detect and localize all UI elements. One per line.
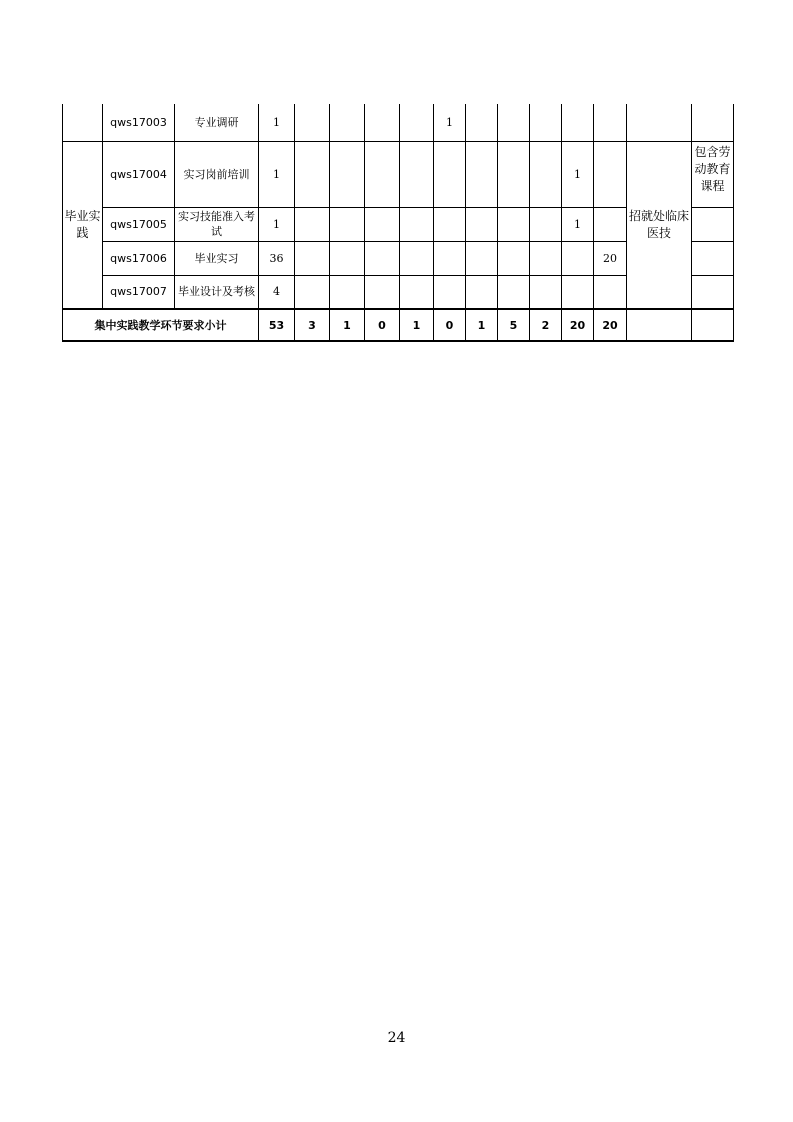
- semester-cell: [434, 275, 466, 309]
- course-name: 实习技能准入考试: [175, 207, 259, 241]
- semester-cell: [466, 241, 498, 275]
- note-cell: [692, 275, 734, 309]
- semester-cell: [562, 104, 594, 141]
- subtotal-label: 集中实践教学环节要求小计: [63, 309, 259, 341]
- semester-cell: [295, 275, 330, 309]
- semester-cell: [330, 104, 365, 141]
- semester-cell: [530, 241, 562, 275]
- total-weeks: 4: [259, 275, 295, 309]
- subtotal-note: [692, 309, 734, 341]
- semester-cell: [295, 104, 330, 141]
- subtotal-cell: 0: [365, 309, 400, 341]
- semester-cell: [434, 241, 466, 275]
- subtotal-cell: 20: [562, 309, 594, 341]
- semester-cell: [330, 241, 365, 275]
- semester-cell: [562, 275, 594, 309]
- semester-cell: [466, 275, 498, 309]
- course-name: 毕业设计及考核: [175, 275, 259, 309]
- subtotal-cell: 2: [530, 309, 562, 341]
- course-code: qws17006: [103, 241, 175, 275]
- subtotal-cell: 1: [466, 309, 498, 341]
- subtotal-dept: [627, 309, 692, 341]
- semester-cell: [530, 207, 562, 241]
- subtotal-cell: 0: [434, 309, 466, 341]
- semester-cell: [365, 241, 400, 275]
- semester-cell: [434, 141, 466, 207]
- semester-cell: [594, 207, 627, 241]
- course-code: qws17007: [103, 275, 175, 309]
- semester-cell: [498, 104, 530, 141]
- total-weeks: 36: [259, 241, 295, 275]
- semester-cell: 1: [562, 141, 594, 207]
- group-cell: 毕业实践: [63, 141, 103, 309]
- semester-cell: [498, 141, 530, 207]
- total-weeks: 1: [259, 207, 295, 241]
- semester-cell: [400, 141, 434, 207]
- subtotal-cell: 1: [400, 309, 434, 341]
- note-cell: [692, 241, 734, 275]
- subtotal-cell: 3: [295, 309, 330, 341]
- note-cell: [692, 207, 734, 241]
- table-row: [63, 141, 734, 207]
- semester-cell: [498, 207, 530, 241]
- subtotal-cell: 20: [594, 309, 627, 341]
- semester-cell: 20: [594, 241, 627, 275]
- semester-cell: [365, 104, 400, 141]
- semester-cell: [400, 104, 434, 141]
- semester-cell: [530, 141, 562, 207]
- semester-cell: [330, 207, 365, 241]
- semester-cell: [365, 207, 400, 241]
- note-cell: [692, 104, 734, 141]
- semester-cell: [400, 207, 434, 241]
- semester-cell: 1: [434, 104, 466, 141]
- semester-cell: [434, 207, 466, 241]
- semester-cell: [594, 275, 627, 309]
- semester-cell: [365, 275, 400, 309]
- group-cell: [63, 104, 103, 141]
- course-name: 专业调研: [175, 104, 259, 141]
- semester-cell: [594, 141, 627, 207]
- course-table: [62, 104, 734, 342]
- semester-cell: 1: [562, 207, 594, 241]
- course-code: qws17003: [103, 104, 175, 141]
- semester-cell: [498, 275, 530, 309]
- course-code: qws17005: [103, 207, 175, 241]
- semester-cell: [295, 207, 330, 241]
- semester-cell: [466, 207, 498, 241]
- note-cell: 包含劳动教育课程: [692, 141, 734, 207]
- department-cell: [627, 104, 692, 141]
- semester-cell: [400, 275, 434, 309]
- semester-cell: [562, 241, 594, 275]
- course-name: 毕业实习: [175, 241, 259, 275]
- semester-cell: [400, 241, 434, 275]
- table-row: [63, 104, 734, 141]
- subtotal-cell: 1: [330, 309, 365, 341]
- subtotal-row: [63, 309, 734, 341]
- semester-cell: [530, 104, 562, 141]
- semester-cell: [466, 104, 498, 141]
- semester-cell: [365, 141, 400, 207]
- subtotal-cell: 5: [498, 309, 530, 341]
- semester-cell: [295, 241, 330, 275]
- semester-cell: [594, 104, 627, 141]
- semester-cell: [330, 141, 365, 207]
- semester-cell: [498, 241, 530, 275]
- subtotal-total: 53: [259, 309, 295, 341]
- course-code: qws17004: [103, 141, 175, 207]
- course-name: 实习岗前培训: [175, 141, 259, 207]
- page-number: 24: [387, 1030, 406, 1046]
- semester-cell: [295, 141, 330, 207]
- total-weeks: 1: [259, 141, 295, 207]
- semester-cell: [330, 275, 365, 309]
- total-weeks: 1: [259, 104, 295, 141]
- semester-cell: [466, 141, 498, 207]
- department-cell: 招就处临床医技: [627, 141, 692, 309]
- semester-cell: [530, 275, 562, 309]
